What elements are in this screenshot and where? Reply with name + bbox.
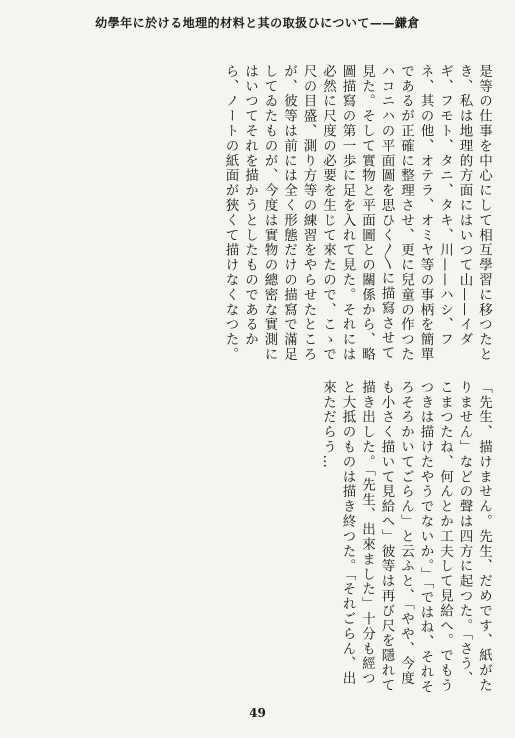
top-paragraph: 是等の仕事を中心にして相互學習に移つたとき、私は地理的方面にはいつて山——イダギ、フモト、タニ、タキ、川——ハシ、フネ、其の他、オテラ、オミヤ等の事柄を簡單であるが正確に整理させ、更に兒童の作つたハコニハの平面圖を思ひく〳〵に描寫させて見た。そして實物と平面圖との關係から、略圖描寫の第一歩に足を入れて見た。それには必然に尺度の必要を生じて來たので、こゝで尺の目盛、測り方等の練習をやらせたところが、彼等は前には全く形態だけの描寫で滿足してゐたものが、今度は實物の總密な實測にはいつてそれを描かうとしたものであるから、ノートの紙面が狹くて描けなくなつた。 — [222, 64, 492, 362]
page-header: 幼學年に於ける地理的材料と其の取扱ひについて——鎌倉 — [95, 16, 420, 30]
bottom-paragraph: 「先生、描けません。先生、だめです、紙がたりません」などの聲は四方に起つた。「さう、こまつたね、何んとか工夫して見給へ。でもうつきは描けたやうでないか。」「ではね、それそろそろかいてごらん」と云ふと、「やや、今度も小さく描いて見給へ」彼等は再び尺を隱れて描き出した。「先生、出來ました」十分も經つと大抵のものは描き終つた。「それごらん、出來ただらう… — [320, 380, 492, 695]
page-number: 49 — [249, 706, 266, 720]
